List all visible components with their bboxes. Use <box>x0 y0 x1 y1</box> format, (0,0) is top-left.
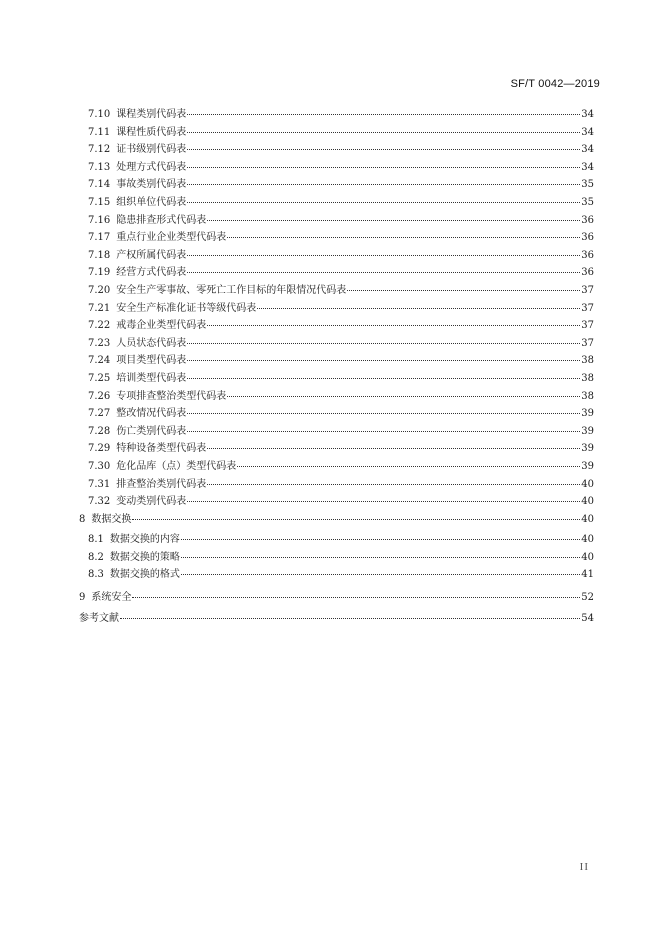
toc-entry-page: 36 <box>581 249 594 261</box>
toc-entry-number: 7.23 <box>88 337 111 349</box>
toc-entry[interactable] <box>88 229 594 246</box>
toc-entry[interactable] <box>88 176 594 193</box>
toc-entry-title: 伤亡类别代码表 <box>116 425 187 437</box>
toc-entry-number: 7.12 <box>88 144 111 156</box>
toc-entry-number: 7.17 <box>88 232 111 244</box>
toc-entry-number: 7.20 <box>88 285 111 296</box>
toc-dot-leader <box>120 618 580 619</box>
toc-dot-leader <box>207 220 580 221</box>
toc-entry[interactable] <box>88 124 594 141</box>
toc-entry[interactable] <box>88 159 594 176</box>
toc-entry-number: 7.15 <box>88 197 111 208</box>
toc-entry-number: 7.13 <box>88 161 111 173</box>
toc-dot-leader <box>187 501 580 502</box>
toc-entry-number: 7.16 <box>88 214 111 226</box>
toc-entry-page: 38 <box>581 355 594 367</box>
toc-dot-leader <box>257 308 580 309</box>
toc-entry-chapter[interactable] <box>79 511 594 528</box>
toc-entry-page: 52 <box>581 592 594 603</box>
toc-entry-title: 危化品库（点）类型代码表 <box>116 461 237 472</box>
toc-entry-title: 处理方式代码表 <box>116 161 187 173</box>
toc-dot-leader <box>227 396 580 397</box>
toc-entry[interactable] <box>88 141 594 158</box>
toc-entry[interactable] <box>88 282 594 299</box>
toc-entry-title: 重点行业企业类型代码表 <box>116 232 227 244</box>
toc-entry-number: 7.10 <box>88 109 111 120</box>
toc-entry-title: 培训类型代码表 <box>116 373 187 384</box>
toc-entry[interactable] <box>88 300 594 317</box>
toc-entry-number: 8.1 <box>88 534 104 545</box>
toc-entry-title: 整改情况代码表 <box>116 408 187 420</box>
toc-entry-title: 证书级别代码表 <box>116 144 187 156</box>
toc-dot-leader <box>237 466 580 467</box>
toc-dot-leader <box>181 539 580 540</box>
toc-entry-number: 7.28 <box>88 425 111 437</box>
toc-entry-title: 隐患排查形式代码表 <box>116 214 207 226</box>
toc-entry-title: 数据交换的格式 <box>109 569 180 581</box>
toc-entry-page: 39 <box>581 408 594 420</box>
toc-entry-page: 38 <box>581 373 594 384</box>
toc-entry-page: 34 <box>581 109 594 120</box>
toc-entry-number: 7.27 <box>88 408 111 420</box>
toc-entry[interactable] <box>88 370 594 387</box>
toc-entry-number: 8.2 <box>88 551 104 563</box>
toc-entry-number: 7.31 <box>88 478 111 490</box>
toc-dot-leader <box>187 184 580 185</box>
toc-entry[interactable] <box>88 335 594 352</box>
toc-entry[interactable] <box>88 212 594 229</box>
toc-entry-title: 组织单位代码表 <box>116 197 187 208</box>
toc-entry-page: 36 <box>581 214 594 226</box>
toc-entry-title: 安全生产标准化证书等级代码表 <box>116 302 257 314</box>
toc-entry-page: 41 <box>581 569 594 581</box>
toc-dot-leader <box>187 360 580 361</box>
toc-entry-page: 36 <box>581 232 594 244</box>
toc-entry-page: 36 <box>581 267 594 279</box>
toc-entry-title: 课程性质代码表 <box>116 126 187 138</box>
toc-dot-leader <box>187 114 580 115</box>
toc-entry[interactable] <box>88 423 594 440</box>
toc-dot-leader <box>347 290 580 291</box>
toc-entry-page: 40 <box>581 513 594 525</box>
toc-entry-page: 39 <box>581 461 594 472</box>
toc-entry-number: 9 <box>79 592 86 603</box>
toc-dot-leader <box>207 448 580 449</box>
toc-entry-page: 34 <box>581 126 594 138</box>
document-code: SF/T 0042—2019 <box>510 78 600 90</box>
toc-entry-page: 37 <box>581 302 594 314</box>
toc-dot-leader <box>227 237 580 238</box>
toc-entry-number: 8.3 <box>88 569 104 581</box>
toc-entry[interactable] <box>88 531 594 548</box>
toc-entry-page: 54 <box>581 613 594 624</box>
toc-entry-title: 安全生产零事故、零死亡工作目标的年限情况代码表 <box>116 285 347 296</box>
toc-entry[interactable] <box>88 388 594 405</box>
toc-entry-title: 参考文献 <box>79 613 119 624</box>
toc-entry[interactable] <box>88 264 594 281</box>
toc-entry-number: 7.32 <box>88 496 111 508</box>
toc-entry[interactable] <box>88 458 594 475</box>
toc-entry[interactable] <box>88 566 594 583</box>
toc-dot-leader <box>181 574 580 575</box>
toc-entry-page: 40 <box>581 551 594 563</box>
toc-entry-title: 排查整治类别代码表 <box>116 478 207 490</box>
toc-entry-references[interactable] <box>79 610 594 627</box>
toc-entry-title: 课程类别代码表 <box>116 109 187 120</box>
toc-entry-number: 7.24 <box>88 355 111 367</box>
toc-entry-page: 40 <box>581 496 594 508</box>
toc-dot-leader <box>187 132 580 133</box>
toc-dot-leader <box>187 167 580 168</box>
toc-entry[interactable] <box>88 440 594 457</box>
toc-entry-number: 7.11 <box>88 126 111 138</box>
toc-dot-leader <box>187 431 580 432</box>
toc-entry-page: 40 <box>581 534 594 545</box>
toc-dot-leader <box>187 149 580 150</box>
toc-entry-title: 戒毒企业类型代码表 <box>116 320 207 332</box>
toc-entry-page: 34 <box>581 144 594 156</box>
toc-entry-page: 37 <box>581 320 594 332</box>
toc-entry-page: 35 <box>581 197 594 208</box>
toc-dot-leader <box>132 519 580 520</box>
toc-entry[interactable] <box>88 317 594 334</box>
toc-entry[interactable] <box>88 476 594 493</box>
toc-dot-leader <box>187 272 580 273</box>
toc-entry-title: 事故类别代码表 <box>116 179 187 191</box>
toc-entry[interactable] <box>88 493 594 510</box>
toc-entry-number: 7.18 <box>88 249 111 261</box>
toc-dot-leader <box>187 202 580 203</box>
toc-entry-title: 数据交换的策略 <box>109 551 180 563</box>
toc-entry[interactable] <box>88 549 594 566</box>
toc-entry-page: 34 <box>581 161 594 173</box>
toc-entry-number: 8 <box>79 513 86 525</box>
toc-dot-leader <box>187 343 580 344</box>
toc-entry-title: 数据交换的内容 <box>109 534 180 545</box>
toc-entry-page: 40 <box>581 478 594 490</box>
toc-dot-leader <box>207 484 580 485</box>
toc-entry-title: 数据交换 <box>91 513 132 525</box>
toc-entry[interactable] <box>88 106 594 123</box>
toc-entry-number: 7.25 <box>88 373 111 384</box>
toc-entry-page: 38 <box>581 390 594 402</box>
toc-entry-title: 产权所属代码表 <box>116 249 187 261</box>
toc-entry-number: 7.26 <box>88 390 111 402</box>
toc-entry[interactable] <box>88 194 594 211</box>
toc-entry-title: 特种设备类型代码表 <box>116 443 207 455</box>
toc-entry-title: 人员状态代码表 <box>116 337 187 349</box>
toc-dot-leader <box>207 325 580 326</box>
toc-entry-title: 变动类别代码表 <box>116 496 187 508</box>
toc-entry-page: 37 <box>581 285 594 296</box>
toc-entry-title: 经营方式代码表 <box>116 267 187 279</box>
toc-dot-leader <box>181 557 580 558</box>
toc-dot-leader <box>187 378 580 379</box>
toc-entry-title: 系统安全 <box>91 592 132 603</box>
toc-entry-number: 7.21 <box>88 302 111 314</box>
toc-entry-title: 专项排查整治类型代码表 <box>116 390 227 402</box>
toc-entry-number: 7.14 <box>88 179 111 191</box>
toc-entry-chapter[interactable] <box>79 589 594 606</box>
toc-entry-page: 39 <box>581 443 594 455</box>
toc-entry-page: 37 <box>581 337 594 349</box>
toc-entry-page: 35 <box>581 179 594 191</box>
toc-entry-number: 7.29 <box>88 443 111 455</box>
toc-dot-leader <box>187 413 580 414</box>
toc-entry-number: 7.19 <box>88 267 111 279</box>
toc-entry[interactable] <box>88 405 594 422</box>
toc-entry-page: 39 <box>581 425 594 437</box>
toc-dot-leader <box>187 255 580 256</box>
toc-entry-number: 7.22 <box>88 320 111 332</box>
toc-entry-title: 项目类型代码表 <box>116 355 187 367</box>
toc-entry-number: 7.30 <box>88 461 111 472</box>
toc-entry[interactable] <box>88 352 594 369</box>
toc-entry[interactable] <box>88 247 594 264</box>
page-number: II <box>579 861 589 873</box>
toc-dot-leader <box>132 597 580 598</box>
